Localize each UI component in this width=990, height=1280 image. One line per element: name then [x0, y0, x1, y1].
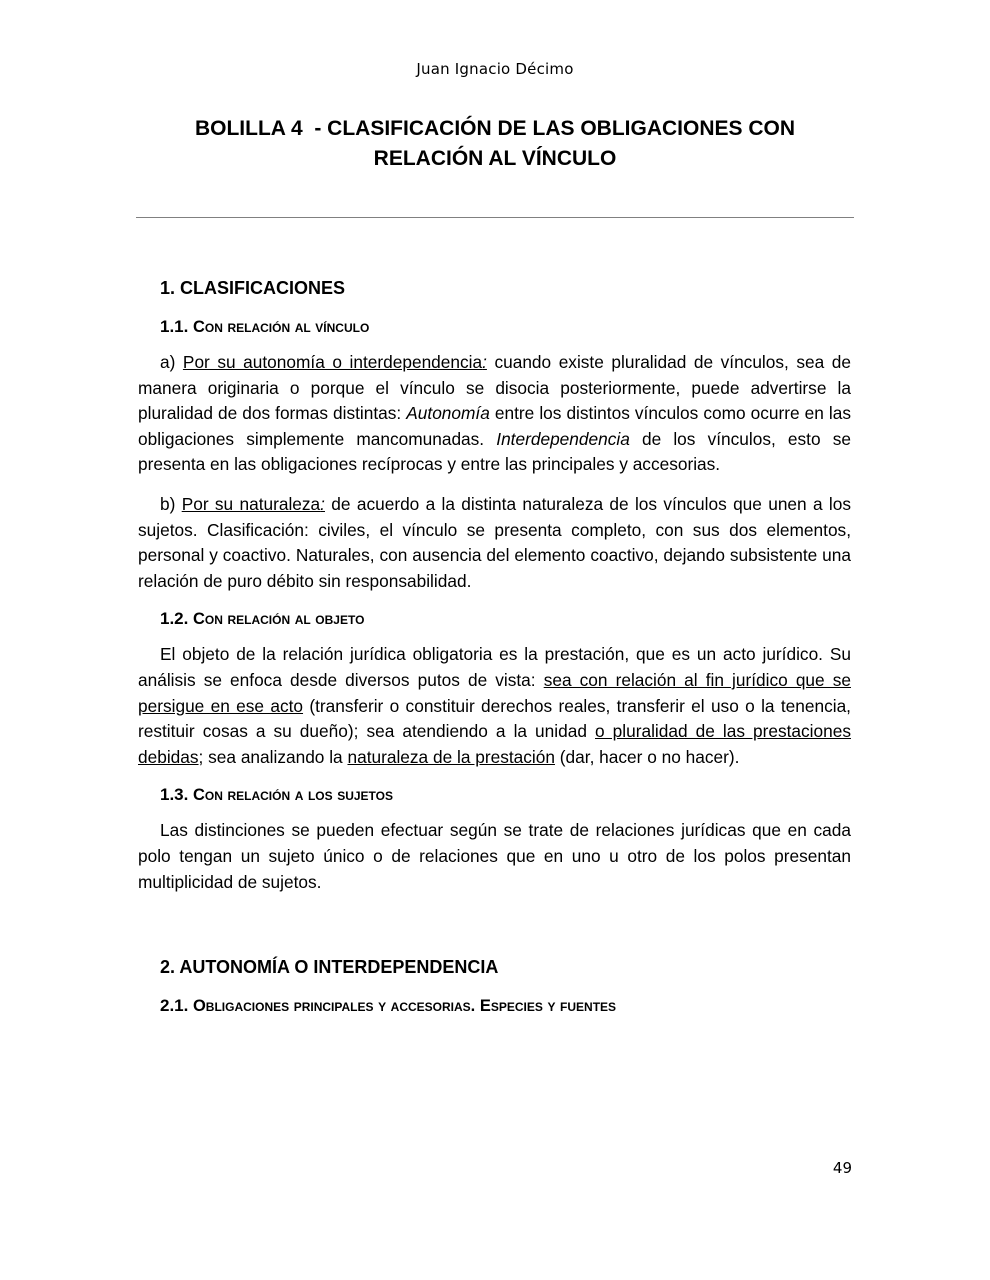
paragraph-subjects: Las distinciones se pueden efectuar según se trate de relaciones jurídicas que en cada polo tengan un sujeto único o de relaciones que en uno u otro de los polos presentan multiplicidad de sujetos.: [138, 820, 851, 892]
section-spacer: [138, 909, 851, 955]
para-a-italic-autonomia: Autonomía: [406, 403, 490, 424]
subsection-2-1-number: 2.1.: [160, 996, 189, 1016]
para-a-underlined-term: Por su autonomía o interdependencia: [182, 352, 483, 372]
section-2-heading: 2. AUTONOMÍA O INTERDEPENDENCIA: [160, 957, 499, 978]
subsection-1-3-number: 1.3.: [160, 785, 189, 805]
para-a-colon: :: [482, 352, 487, 372]
object-text-4: (dar, hacer o no hacer).: [554, 746, 740, 767]
para-a-prefix: a): [160, 352, 183, 372]
page-number: 49: [832, 1159, 852, 1177]
para-b-prefix: b): [160, 493, 182, 514]
subsection-1-2-heading: [160, 608, 851, 630]
title-divider: [136, 217, 854, 218]
subsection-1-1-number: 1.1.: [160, 317, 189, 336]
object-text-3: ; sea analizando la: [198, 746, 348, 767]
subsection-1-1-heading: [160, 316, 851, 338]
para-b-colon: :: [320, 493, 325, 514]
page-header-author: Juan Ignacio Décimo: [416, 60, 574, 78]
section-1-heading: 1. CLASIFICACIONES: [160, 278, 346, 298]
para-a-text-1: cuando existe pluralidad de vínculos, sea de manera originaria o porque el vínculo se disocia posteriormente, puede advertirse la pluralidad de dos formas distintas:: [138, 352, 851, 424]
subsection-1-3-title: Con relación a los sujetos: [192, 786, 394, 805]
para-a-text-3: de los vínculos, esto se presenta en las obligaciones recíprocas y entre las principales y accesorias.: [138, 428, 851, 475]
subsection-1-3-heading: [160, 784, 851, 806]
page-title: [140, 114, 850, 174]
title-line-1: BOLILLA 4 - CLASIFICACIÓN DE LAS OBLIGACIONES CON: [194, 117, 796, 140]
para-a-italic-interdependencia: Interdependencia: [496, 428, 630, 449]
paragraph-b-nature: [138, 492, 851, 594]
object-text-2: (transferir o constituir derechos reales, transferir el uso o la tenencia, restituir cosas a su dueño); sea atendiendo a la unidad: [138, 695, 851, 742]
object-underline-2: o pluralidad de las prestaciones debidas: [138, 721, 851, 767]
subsection-2-1-title: Obligaciones principales y accesorias. Especies y fuentes: [192, 997, 617, 1016]
para-a-text-2: entre los distintos vínculos como ocurre en las obligaciones simplemente mancomunadas.: [138, 403, 851, 449]
paragraph-a-autonomy: [138, 350, 851, 478]
para-b-underlined-term: Por su naturaleza: [181, 493, 321, 514]
object-underline-3: naturaleza de la prestación: [347, 746, 555, 767]
object-text-1: El objeto de la relación jurídica obligatoria es la prestación, que es un acto jurídico. Su análisis se enfoca desde diversos putos de vista:: [138, 644, 851, 690]
object-underline-1: sea con relación al fin jurídico que se persigue en ese acto: [138, 669, 851, 716]
subsection-2-1-heading: [160, 995, 851, 1017]
subsection-1-1-title: Con relación al vínculo: [192, 318, 370, 336]
subsection-1-2-title: Con relación al objeto: [192, 610, 365, 629]
document-body: [138, 276, 851, 1029]
title-line-2: RELACIÓN AL VÍNCULO: [373, 147, 617, 170]
paragraph-object: [138, 642, 851, 770]
subsection-1-2-number: 1.2.: [160, 609, 189, 629]
para-b-text: de acuerdo a la distinta naturaleza de los vínculos que unen a los sujetos. Clasificación: civiles, el vínculo se presenta completo, con sus dos elementos, personal y coactivo. Naturales, con ausencia del elemento coactivo, dejando subsistente una relación de puro débito sin responsabilidad.: [138, 493, 851, 591]
